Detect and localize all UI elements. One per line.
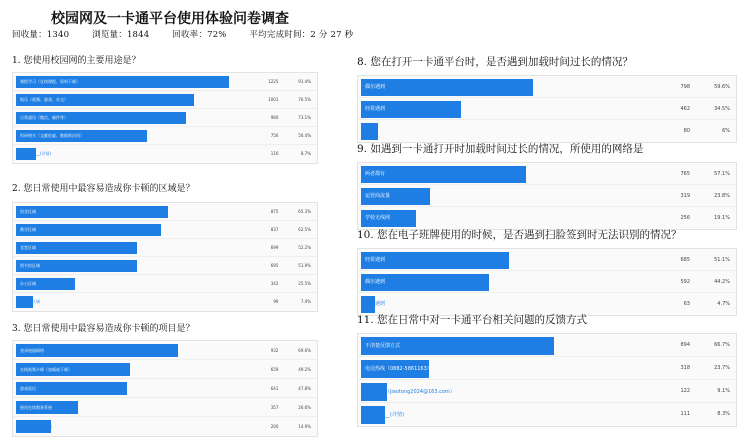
option-percent: 7.4% bbox=[300, 299, 311, 304]
option-count: 765 bbox=[680, 171, 690, 177]
question-title: 9. 如遇到一卡通打开时加载时间过长的情况，所使用的网络是 bbox=[357, 143, 644, 155]
option-percent: 69.6% bbox=[298, 348, 311, 353]
option-label: 不清楚反馈方式 bbox=[365, 342, 401, 349]
option-count: 1225 bbox=[268, 79, 279, 84]
option-percent: 66.7% bbox=[714, 342, 730, 348]
option-percent: 4.7% bbox=[717, 301, 730, 307]
option-label: 电话热线（0882-5861163） bbox=[365, 365, 432, 372]
option-percent: 44.2% bbox=[714, 279, 730, 285]
option-count: 116 bbox=[270, 151, 279, 156]
option-percent: 34.5% bbox=[714, 106, 730, 112]
option-row bbox=[358, 76, 736, 98]
option-count: 837 bbox=[270, 227, 279, 232]
option-row bbox=[13, 239, 317, 257]
option-percent: 73.1% bbox=[298, 115, 311, 120]
option-label: 科研相关（文献检索、数据库访问） bbox=[20, 133, 84, 138]
option-row bbox=[358, 357, 736, 380]
option-label: 无明确区域 bbox=[20, 299, 40, 304]
option-percent: 49.2% bbox=[298, 367, 311, 372]
option-row bbox=[358, 334, 736, 357]
option-row bbox=[358, 163, 736, 185]
option-label: 两者都有 bbox=[365, 170, 386, 177]
option-label: 学校无线网 bbox=[365, 214, 391, 221]
option-count: 111 bbox=[680, 411, 690, 417]
option-row bbox=[13, 221, 317, 239]
option-row bbox=[358, 207, 736, 229]
option-label: 经常遇到 bbox=[365, 105, 386, 112]
option-percent: 8.3% bbox=[717, 411, 730, 417]
option-label: 偶尔遇到 bbox=[365, 278, 386, 285]
result-panel bbox=[357, 333, 737, 427]
option-percent: 56.4% bbox=[298, 133, 311, 138]
option-row bbox=[358, 120, 736, 142]
stat-responses: 回收量：1340 bbox=[12, 30, 70, 40]
option-row bbox=[13, 379, 317, 398]
option-label: 游戏延迟 bbox=[20, 386, 36, 391]
option-count: 63 bbox=[683, 301, 690, 307]
option-label: 在线视频卡顿（加载或下载） bbox=[20, 367, 72, 372]
question-title: 3. 您日常使用中最容易造成你卡顿的项目是？ bbox=[12, 324, 195, 334]
option-row bbox=[358, 185, 736, 207]
question-title: 11. 您在日常中对一卡通平台相关问题的反馈方式 bbox=[357, 314, 588, 326]
option-count: 462 bbox=[680, 106, 690, 112]
option-label: 食堂区域 bbox=[20, 245, 36, 250]
option-row bbox=[358, 380, 736, 403]
option-count: 980 bbox=[270, 115, 279, 120]
option-row bbox=[13, 293, 317, 311]
option-label: 图书馆区域 bbox=[20, 263, 40, 268]
option-bar bbox=[16, 224, 161, 236]
option-percent: 9.1% bbox=[717, 388, 730, 394]
option-label: 使用在线教务系统 bbox=[20, 405, 52, 410]
option-percent: 14.9% bbox=[298, 424, 311, 429]
option-percent: 25.5% bbox=[298, 281, 311, 286]
option-percent: 23.7% bbox=[714, 365, 730, 371]
option-row bbox=[358, 403, 736, 426]
option-row bbox=[13, 360, 317, 379]
option-count: 699 bbox=[270, 245, 279, 250]
option-row bbox=[358, 98, 736, 120]
option-row bbox=[13, 398, 317, 417]
option-count: 756 bbox=[270, 133, 279, 138]
option-percent: 65.3% bbox=[298, 209, 311, 214]
option-label: 宿舍区域 bbox=[20, 209, 36, 214]
option-bar bbox=[16, 206, 168, 218]
option-label: 邮箱反馈（jiaotong2024@163.com） bbox=[365, 388, 455, 395]
option-label: 登录校园网络 bbox=[20, 348, 44, 353]
option-percent: 62.5% bbox=[298, 227, 311, 232]
option-count: 1001 bbox=[268, 97, 279, 102]
option-row bbox=[13, 203, 317, 221]
option-count: 122 bbox=[680, 388, 690, 394]
option-percent: 23.8% bbox=[714, 193, 730, 199]
result-panel bbox=[12, 72, 318, 164]
option-count: 342 bbox=[270, 281, 279, 286]
question-title: 8. 您在打开一卡通平台时，是否遇到加载时间过长的情况？ bbox=[357, 56, 633, 68]
question-7 bbox=[357, 312, 737, 427]
option-label: 偶尔遇到 bbox=[365, 83, 386, 90]
option-count: 894 bbox=[680, 342, 690, 348]
option-row bbox=[13, 257, 317, 275]
question-6 bbox=[357, 227, 737, 316]
option-count: 80 bbox=[683, 128, 690, 134]
option-row bbox=[358, 249, 736, 271]
option-row bbox=[13, 417, 317, 436]
option-count: 592 bbox=[680, 279, 690, 285]
question-4 bbox=[357, 54, 737, 143]
option-percent: 52.2% bbox=[298, 245, 311, 250]
option-count: 932 bbox=[270, 348, 279, 353]
option-percent: 8.7% bbox=[300, 151, 311, 156]
option-percent: 51.9% bbox=[298, 263, 311, 268]
option-count: 875 bbox=[270, 209, 279, 214]
option-row bbox=[13, 341, 317, 360]
option-label: 日常通讯（微信、邮件等） bbox=[20, 115, 68, 120]
question-title: 1. 您使用校园网的主要用途是？ bbox=[12, 56, 141, 66]
option-percent: 47.8% bbox=[298, 386, 311, 391]
option-label: 其他______(详情) bbox=[365, 411, 404, 418]
result-panel bbox=[357, 248, 737, 316]
survey-stats bbox=[12, 28, 373, 40]
option-count: 256 bbox=[680, 215, 690, 221]
option-label: 课程学习（在线课程、资料下载） bbox=[20, 79, 80, 84]
option-percent: 6% bbox=[722, 128, 730, 134]
option-row bbox=[13, 73, 317, 91]
stat-avg-time: 平均完成时间：2 分 27 秒 bbox=[249, 30, 354, 40]
stat-views: 浏览量：1844 bbox=[92, 30, 150, 40]
question-1 bbox=[12, 53, 318, 164]
option-label: 从未遇到 bbox=[365, 300, 386, 307]
option-count: 695 bbox=[270, 263, 279, 268]
result-panel bbox=[357, 162, 737, 230]
option-label: 经常遇到 bbox=[365, 256, 386, 263]
option-label: 从不 bbox=[365, 127, 376, 134]
option-row bbox=[13, 275, 317, 293]
option-count: 318 bbox=[680, 365, 690, 371]
question-title: 2. 您日常使用中最容易造成你卡顿的区域是？ bbox=[12, 184, 195, 194]
option-row bbox=[13, 109, 317, 127]
result-panel bbox=[12, 340, 318, 437]
option-percent: 26.6% bbox=[298, 405, 311, 410]
option-percent: 51.1% bbox=[714, 257, 730, 263]
result-panel bbox=[12, 202, 318, 312]
stat-rate: 回收率：72% bbox=[172, 30, 227, 40]
question-5 bbox=[357, 141, 737, 230]
option-row bbox=[13, 145, 317, 163]
page-title: 校园网及一卡通平台使用体验问卷调查 bbox=[51, 11, 289, 27]
option-count: 319 bbox=[680, 193, 690, 199]
option-row bbox=[358, 271, 736, 293]
option-label: 娱乐（视频、游戏、社交） bbox=[20, 97, 68, 102]
option-label: 聊天高峰文件下载 bbox=[20, 424, 52, 429]
option-count: 200 bbox=[270, 424, 279, 429]
option-count: 685 bbox=[680, 257, 690, 263]
option-bar bbox=[361, 166, 526, 183]
option-percent: 19.1% bbox=[714, 215, 730, 221]
option-label: 运营商流量 bbox=[365, 192, 391, 199]
option-count: 641 bbox=[270, 386, 279, 391]
option-count: 798 bbox=[680, 84, 690, 90]
option-bar bbox=[361, 79, 533, 96]
option-percent: 57.1% bbox=[714, 171, 730, 177]
result-panel bbox=[357, 75, 737, 143]
option-label: 教学区域 bbox=[20, 227, 36, 232]
option-label: 办公区域 bbox=[20, 281, 36, 286]
option-percent: 76.5% bbox=[298, 97, 311, 102]
option-row bbox=[13, 91, 317, 109]
option-count: 99 bbox=[273, 299, 279, 304]
option-percent: 91.4% bbox=[298, 79, 311, 84]
option-count: 357 bbox=[270, 405, 279, 410]
option-count: 659 bbox=[270, 367, 279, 372]
question-3 bbox=[12, 321, 318, 437]
option-row bbox=[13, 127, 317, 145]
question-2 bbox=[12, 181, 318, 312]
option-label: 其他______(详情) bbox=[20, 151, 52, 156]
option-percent: 59.6% bbox=[714, 84, 730, 90]
question-title: 10. 您在电子班牌使用的时候，是否遇到扫脸签到时无法识别的情况？ bbox=[357, 229, 682, 241]
